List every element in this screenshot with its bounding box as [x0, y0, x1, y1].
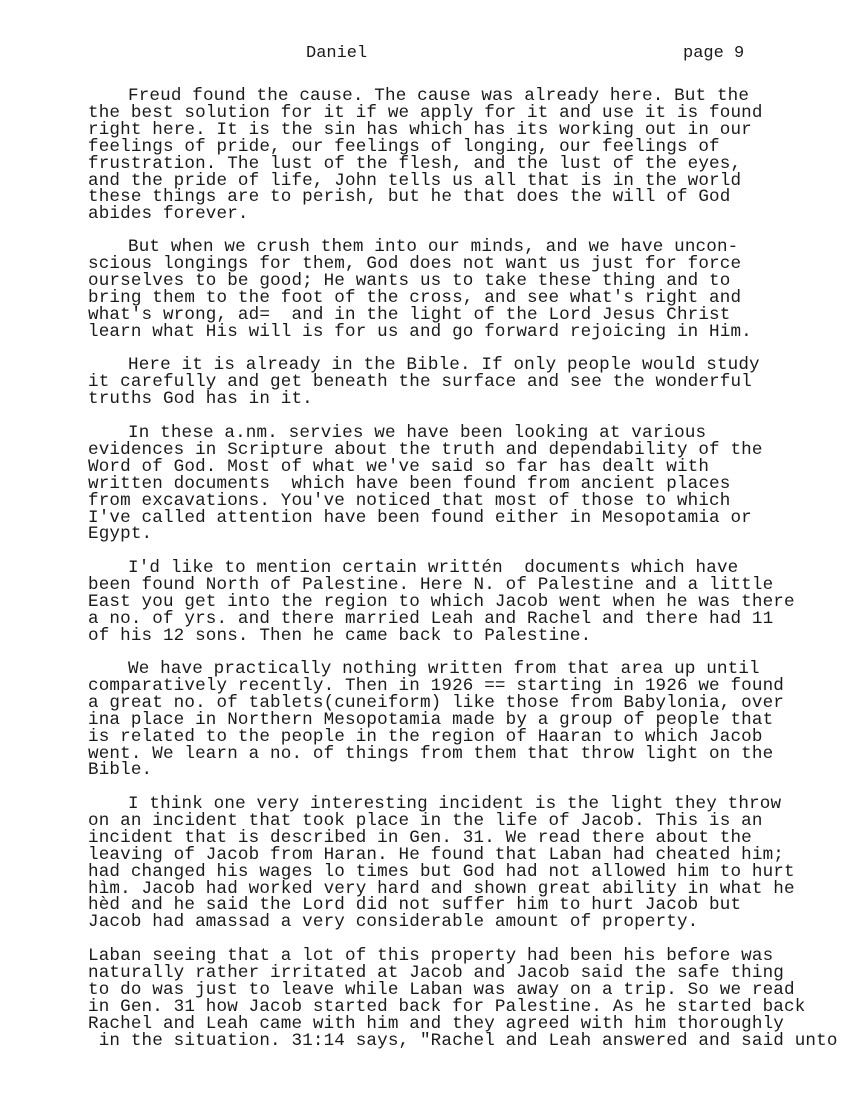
text-line: Word of God. Most of what we've said so far has dealt with — [88, 456, 710, 477]
header-title: Daniel — [306, 44, 368, 63]
text-line: In these a.nm. servies we have been looking at various — [128, 423, 707, 443]
text-line: East you get into the region to which Jacob went when he was there — [88, 591, 795, 612]
text-line: went. We learn a no. of things from them that throw light on the — [88, 743, 774, 764]
text-line: ina place in Northern Mesopotamia made by a group of people that — [88, 709, 774, 730]
paragraph — [88, 239, 752, 340]
text-line: these things are to perish, but he that does the will of God — [88, 187, 731, 208]
text-line: written documents which have been found from ancient places — [88, 473, 731, 494]
paragraph — [88, 948, 838, 1049]
text-line: Bible. — [88, 760, 153, 781]
text-line: incident that is described in Gen. 31. We read there about the — [88, 827, 752, 848]
text-line: the best solution for it if we apply for it and use it is found — [88, 102, 763, 123]
text-line: Freud found the cause. The cause was already here. But the — [128, 86, 750, 106]
text-line: I'd like to mention certain writtén documents which have — [128, 558, 739, 578]
text-line: is related to the people in the region of Haaran to which Jacob — [88, 726, 763, 747]
text-line: it carefully and get beneath the surface and see the wonderful — [88, 371, 752, 392]
text-line: on an incident that took place in the life of Jacob. This is an — [88, 810, 763, 831]
paragraph — [88, 425, 763, 543]
text-line: naturally rather irritated at Jacob and Jacob said the safe thing — [88, 962, 785, 983]
text-line: scious longings for them, God does not want us just for force — [88, 253, 742, 274]
text-line: Jacob had amassad a very considerable amount of property. — [88, 912, 699, 933]
text-line: in the situation. 31:14 says, "Rachel and Leah answered and said unto — [88, 1030, 838, 1051]
text-line: But when we crush them into our minds, and we have uncon- — [128, 237, 739, 257]
text-line: in Gen. 31 how Jacob started back for Palestine. As he started back — [88, 996, 806, 1017]
text-line: Rachel and Leah came with him and they agreed with him thoroughly — [88, 1013, 785, 1034]
text-line: to do was just to leave while Laban was away on a trip. So we read — [88, 979, 795, 1000]
paragraph — [88, 560, 795, 645]
text-line: a no. of yrs. and there married Leah and Rachel and there had 11 — [88, 608, 774, 629]
text-line: bring them to the foot of the cross, and see what's right and — [88, 287, 742, 308]
paragraph — [88, 661, 784, 779]
text-line: hèd and he said the Lord did not suffer him to hurt Jacob but — [88, 895, 742, 916]
text-line: of his 12 sons. Then he came back to Palestine. — [88, 625, 592, 646]
text-line: hìm. Jacob had worked very hard and shown great ability in what he — [88, 878, 795, 899]
text-line: feelings of pride, our feelings of longing, our feelings of — [88, 136, 720, 157]
text-line: from excavations. You've noticed that most of those to which — [88, 490, 731, 511]
text-line: truths God has in it. — [88, 388, 313, 409]
text-line: had changed his wages lo times but God had not allowed him to hurt — [88, 861, 795, 882]
text-line: I've called attention have been found either in Mesopotamia or — [88, 507, 752, 528]
paragraph — [88, 88, 763, 223]
text-line: ourselves to be good; He wants us to take these thing and to — [88, 270, 731, 291]
paragraph — [88, 357, 760, 408]
text-line: We have practically nothing written from that area up until — [128, 659, 760, 679]
text-line: I think one very interesting incident is the light they throw — [128, 794, 782, 814]
paragraph — [88, 796, 795, 931]
text-line: Laban seeing that a lot of this property had been his before was — [88, 946, 774, 966]
text-line: been found North of Palestine. Here N. of Palestine and a little — [88, 574, 774, 595]
text-line: Egypt. — [88, 524, 153, 545]
text-line: abides forever. — [88, 204, 249, 225]
text-line: a great no. of tablets(cuneiform) like those from Babylonia, over — [88, 692, 785, 713]
text-line: and the pride of life, John tells us all that is in the world — [88, 170, 742, 191]
text-line: learn what His will is for us and go forward rejoicing in Him. — [88, 321, 752, 342]
text-line: comparatively recently. Then in 1926 == starting in 1926 we found — [88, 675, 785, 696]
text-line: right here. It is the sin has which has its working out in our — [88, 119, 752, 140]
text-line: evidences in Scripture about the truth and dependability of the — [88, 439, 763, 460]
text-line: what's wrong, ad= and in the light of the Lord Jesus Christ — [88, 304, 731, 325]
text-line: frustration. The lust of the flesh, and the lust of the eyes, — [88, 153, 742, 174]
text-line: leaving of Jacob from Haran. He found that Laban had cheated him; — [88, 844, 785, 865]
page-number: page 9 — [683, 44, 745, 63]
text-line: Here it is already in the Bible. If only people would study — [128, 355, 760, 375]
